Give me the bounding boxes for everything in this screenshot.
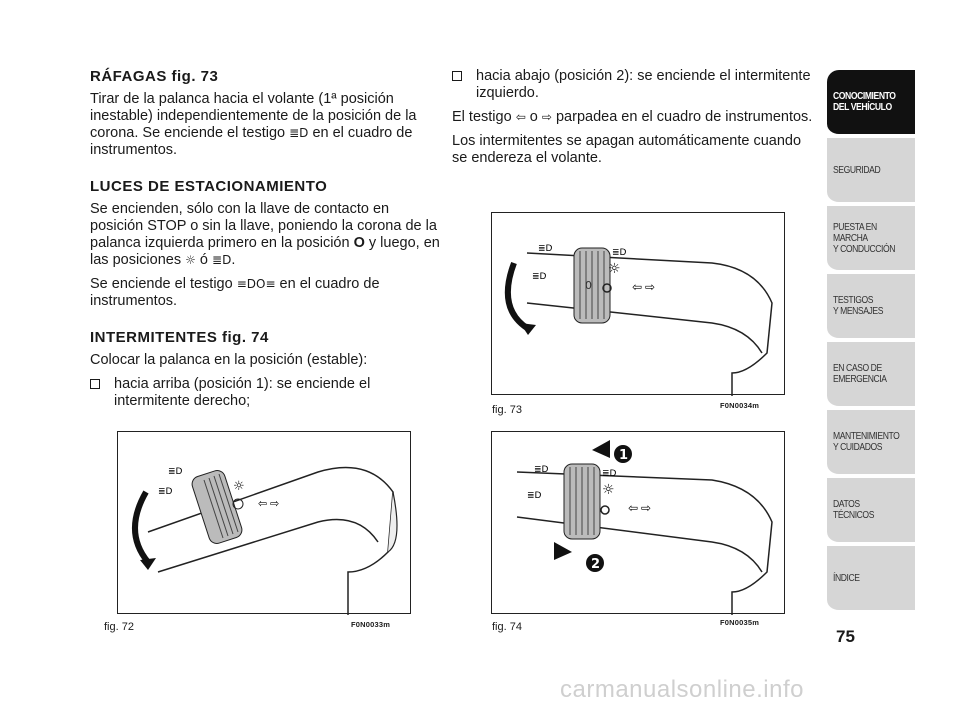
watermark: carmanualsonline.info — [560, 676, 804, 703]
paragraph-intermitentes: Colocar la palanca en la posición (estable): — [90, 352, 368, 368]
tab-emergencia[interactable] — [827, 342, 915, 408]
testigo-text: El testigo — [452, 109, 512, 125]
lever-illustration — [492, 213, 786, 396]
testigo-text-end: parpadea en el cuadro de instrumentos. — [555, 109, 813, 125]
tab-testigos-mensajes[interactable] — [827, 274, 915, 340]
paragraph-luces-1 — [90, 201, 442, 269]
high-beam-icon: ≣D — [289, 126, 309, 140]
arrow-left-icon: ⇦ — [628, 501, 639, 515]
chapter-tabs — [827, 70, 915, 618]
figure-72-label: fig. 72 — [104, 621, 134, 633]
figure-74-code: F0N0035m — [720, 618, 760, 627]
marker-1-label: 1 — [619, 448, 629, 463]
tab-label: SEGURIDAD — [833, 164, 881, 176]
bullet-down — [452, 68, 814, 102]
paragraph-luces-2 — [90, 276, 442, 310]
figure-73-code: F0N0034m — [720, 401, 760, 410]
parking-lights-icon: ≡DO≡ — [236, 277, 276, 291]
paragraph-apagan: Los intermitentes se apagan automáticamente cuando se endereza el volante. — [452, 133, 802, 166]
figure-72-code: F0N0033m — [351, 620, 391, 629]
arrow-right-icon: ⇨ — [645, 280, 656, 294]
sun-icon: ☼ — [608, 261, 621, 277]
high-beam-icon: ≣D — [158, 487, 173, 497]
testigo-or: o — [529, 109, 538, 125]
high-beam-icon: ≣D — [538, 244, 553, 254]
tab-puesta-en-marcha[interactable] — [827, 206, 915, 272]
paragraph-rafagas — [90, 91, 442, 159]
figure-72 — [104, 431, 411, 633]
marker-2-label: 2 — [591, 557, 601, 572]
heading-rafagas: RÁFAGAS fig. 73 — [90, 68, 219, 85]
luces-text-2: y luego, en las posiciones — [90, 235, 440, 268]
page-number: 75 — [836, 627, 855, 646]
ring-zero-mark: 0 — [585, 279, 592, 292]
high-beam-icon: ≣D — [532, 272, 547, 282]
arrow-up-marker-icon — [592, 440, 610, 458]
high-beam-icon: ≣D — [534, 465, 549, 475]
arrow-left-icon: ⇦ — [515, 110, 526, 124]
tab-mantenimiento[interactable] — [827, 410, 915, 476]
position-o-label: O — [353, 235, 365, 251]
tab-datos-tecnicos[interactable] — [827, 478, 915, 544]
bullet-up-text: hacia arriba (posición 1): se enciende el intermitente derecho; — [114, 376, 371, 409]
heading-luces-estacionamiento: LUCES DE ESTACIONAMIENTO — [90, 178, 328, 195]
checkbox-bullet-icon — [90, 379, 100, 389]
rafagas-text-end: en el cuadro de instrumentos. — [90, 125, 413, 158]
sun-icon: ☼ — [233, 479, 245, 494]
figure-73-label: fig. 73 — [492, 404, 522, 416]
luces-testigo-text-end: en el cuadro de instrumentos. — [90, 276, 380, 309]
lever-illustration — [492, 432, 786, 615]
bullet-up — [90, 376, 442, 410]
right-column — [452, 68, 814, 174]
tab-label: DATOS TÉCNICOS — [833, 499, 874, 521]
period: . — [231, 252, 236, 268]
figure-74-label: fig. 74 — [492, 621, 522, 633]
figure-73 — [491, 212, 785, 416]
high-beam-icon: ≣D — [612, 248, 627, 258]
checkbox-bullet-icon — [452, 71, 462, 81]
lever-illustration — [118, 432, 412, 615]
tab-label: PUESTA EN MARCHA Y CONDUCCIÓN — [833, 221, 896, 255]
arrow-right-icon: ⇨ — [541, 110, 552, 124]
sun-icon: ☼ — [185, 253, 196, 267]
high-beam-icon: ≣D — [168, 467, 183, 477]
tab-label: TESTIGOS Y MENSAJES — [833, 295, 884, 317]
left-column — [90, 68, 442, 417]
tab-label: EN CASO DE EMERGENCIA — [833, 363, 887, 385]
sun-icon: ☼ — [602, 482, 615, 498]
tab-label: MANTENIMIENTO Y CUIDADOS — [833, 431, 900, 453]
arrow-left-icon: ⇦ — [258, 497, 268, 510]
luces-testigo-text: Se enciende el testigo — [90, 276, 233, 292]
high-beam-icon: ≣D — [527, 491, 542, 501]
arrow-down-marker-icon — [554, 542, 572, 560]
luces-text: Se encienden, sólo con la llave de contacto en posición STOP o sin la llave, poniendo la corona de la palanca izquierda primero en la posición — [90, 201, 437, 251]
high-beam-icon: ≣D — [602, 469, 617, 479]
rafagas-text: Tirar de la palanca hacia el volante (1ª posición inestable) independientemente de la posición de la corona. Se enciende el testigo — [90, 91, 417, 141]
tab-label: CONOCIMIENTO DEL VEHÍCULO — [833, 91, 896, 113]
tab-conocimiento-vehiculo[interactable] — [827, 70, 915, 136]
figure-74 — [491, 431, 785, 633]
heading-intermitentes: INTERMITENTES fig. 74 — [90, 329, 269, 346]
tab-label: ÍNDICE — [833, 572, 860, 584]
luces-text-3: ó — [199, 252, 208, 268]
arrow-right-icon: ⇨ — [641, 501, 652, 515]
arrow-right-icon: ⇨ — [270, 497, 280, 510]
bullet-down-text: hacia abajo (posición 2): se enciende el intermitente izquierdo. — [476, 68, 811, 101]
high-beam-icon: ≣D — [212, 253, 232, 267]
arrow-left-icon: ⇦ — [632, 280, 643, 294]
paragraph-testigo — [452, 109, 814, 126]
tab-indice[interactable] — [827, 546, 915, 612]
tab-seguridad[interactable] — [827, 138, 915, 204]
